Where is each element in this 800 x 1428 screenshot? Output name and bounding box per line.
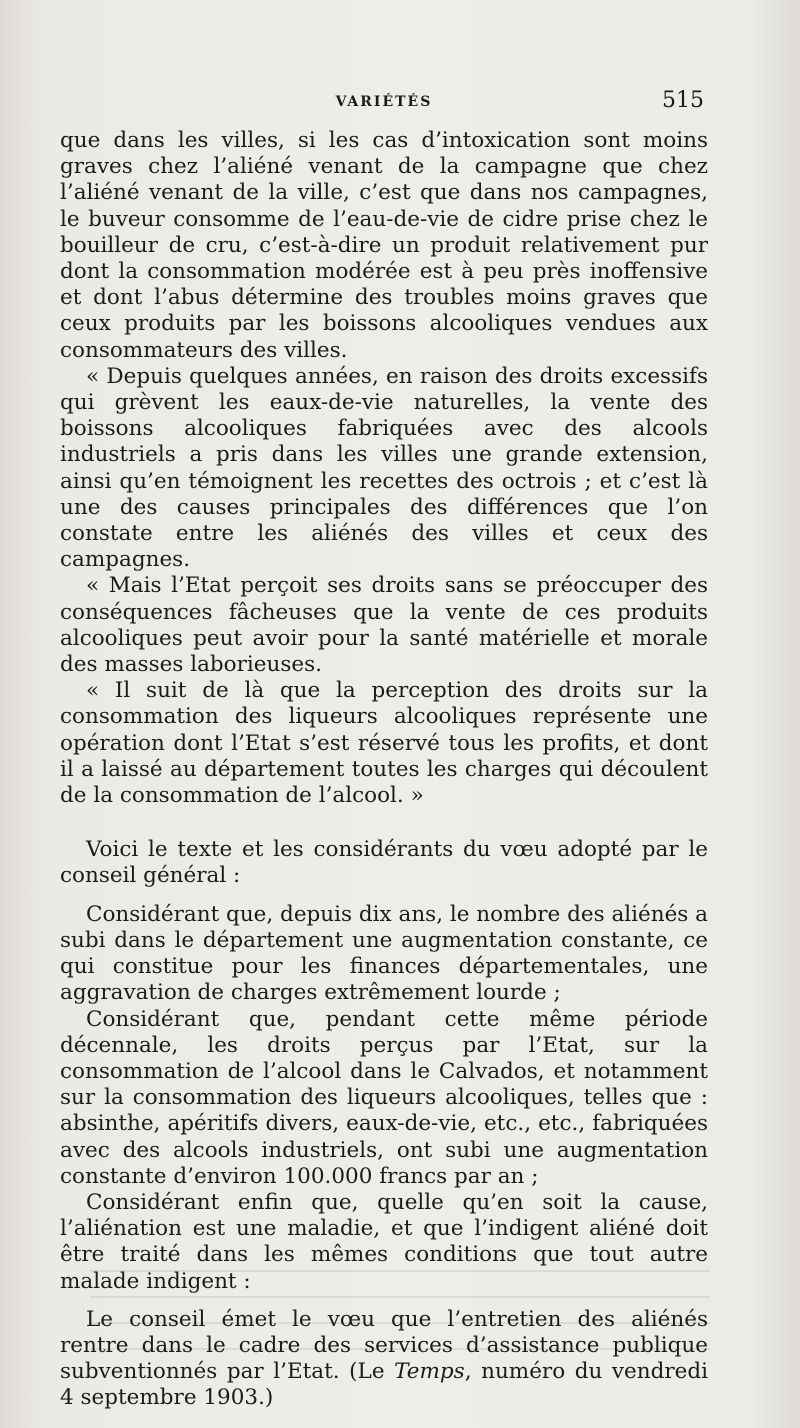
paragraph-voeu-intro: Voici le texte et les considérants du vœu adopté par le conseil général :: [60, 837, 708, 889]
paragraph-quote-etat: « Mais l’Etat perçoit ses droits sans se préoccuper des conséquences fâcheuses que la vente de ces produits alcooliques peut avoir pour la santé matérielle et morale des masses laborieuses.: [60, 573, 708, 678]
conclusion-text-before: Le conseil émet le vœu que l’entretien des aliénés rentre dans le cadre des services d’assistance publique subventionnés par l’Etat. (Le: [60, 1306, 708, 1385]
newspaper-title: Temps: [394, 1359, 465, 1385]
show-through-texture: [90, 1270, 710, 1360]
paragraph-considerant-2: Considérant que, pendant cette même période décennale, les droits perçus par l’Etat, sur la consommation de l’alcool dans le Calvados, et notamment sur la consommation des liqueurs alcooliques, telles que : absinthe, apéritifs divers, eaux-de-vie, etc., etc., fabriquées avec des alcools industriels, ont subi une augmentation constante d’environ 100.000 francs par an ;: [60, 1006, 708, 1189]
running-title: VARIÉTÉS: [335, 94, 433, 110]
paragraph-considerant-1: Considérant que, depuis dix ans, le nombre des aliénés a subi dans le département une augmentation constante, ce qui constitue pour les finances départementales, une aggravation de charges extrêmement lourde ;: [60, 901, 708, 1006]
page-number: 515: [662, 88, 704, 113]
paragraph-considerant-3: Considérant enfin que, quelle qu’en soit la cause, l’aliénation est une maladie, et que l’indigent aliéné doit être traité dans les mêmes conditions que tout autre malade indigent :: [60, 1189, 708, 1294]
conclusion-text-after: , numéro du vendredi 4 septembre 1903.): [60, 1359, 709, 1411]
paragraph-quote-depuis: « Depuis quelques années, en raison des droits excessifs qui grèvent les eaux-de-vie naturelles, la vente des boissons alcooliques fabriquées avec des alcools industriels a pris dans les villes une grande extension, ainsi qu’en témoignent les recettes des octrois ; et c’est là une des causes principales des différences que l’on constate entre les aliénés des villes et ceux des campagnes.: [60, 363, 708, 573]
paragraph-continuation: que dans les villes, si les cas d’intoxication sont moins graves chez l’aliéné venant de la campagne que chez l’aliéné venant de la ville, c’est que dans nos campagnes, le buveur consomme de l’eau-de-vie de cidre prise chez le bouilleur de cru, c’est-à-dire un produit relativement pur dont la consommation modérée est à peu près inoffensive et dont l’abus détermine des troubles moins graves que ceux produits par les boissons alcooliques vendues aux consommateurs des villes.: [60, 128, 708, 363]
body-text: [60, 128, 708, 1412]
page-header: [60, 88, 708, 124]
paragraph-quote-perception: « Il suit de là que la perception des droits sur la consommation des liqueurs alcooliques représente une opération dont l’Etat s’est réservé tous les profits, et dont il a laissé au département toutes les charges qui découlent de la consommation de l’alcool. »: [60, 678, 708, 809]
